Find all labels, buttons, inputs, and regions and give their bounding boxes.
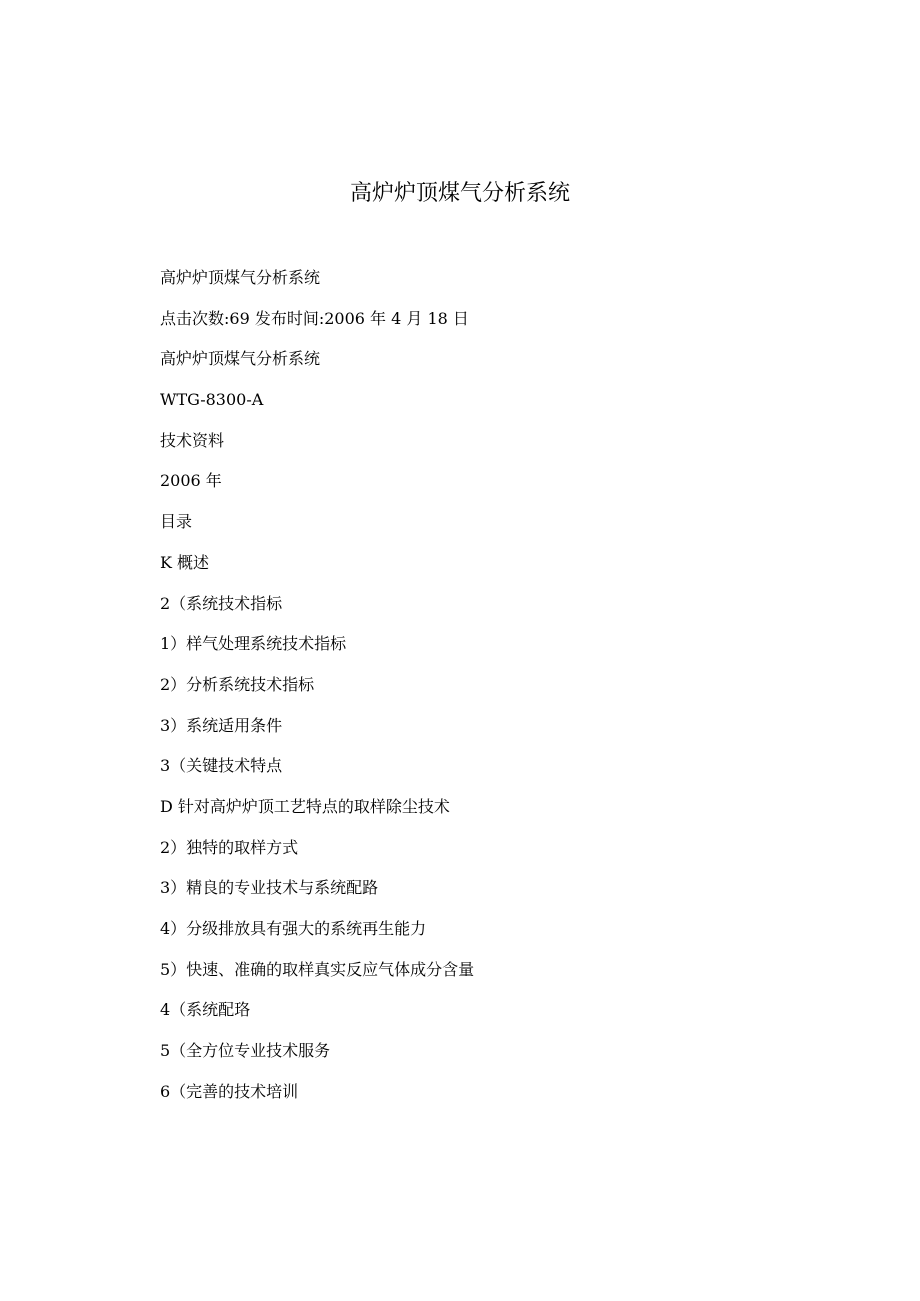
document-body xyxy=(160,262,860,1116)
toc-item: 2）独特的取样方式 xyxy=(160,837,299,857)
toc-item: 4）分级排放具有强大的系统再生能力 xyxy=(160,919,427,938)
toc-item: 3）精良的专业技术与系统配路 xyxy=(160,878,379,898)
toc-item: 1）样气处理系统技术指标 xyxy=(160,634,347,654)
toc-item: K 概述 xyxy=(160,552,210,572)
document-title: 高炉炉顶煤气分析系统 xyxy=(349,181,570,206)
text-line: 点击次数:69 发布时间:2006 年 4 月 18 日 xyxy=(160,308,469,328)
toc-item: 2（系统技术指标 xyxy=(160,593,283,613)
toc-item: 5（全方位专业技术服务 xyxy=(160,1041,331,1061)
text-line: 高炉炉顶煤气分析系统 xyxy=(160,268,321,287)
text-line: 2006 年 xyxy=(160,471,222,491)
toc-item: D 针对高炉炉顶工艺特点的取样除尘技术 xyxy=(160,796,450,816)
text-line: 技术资料 xyxy=(160,430,225,450)
toc-item: 6（完善的技术培训 xyxy=(160,1081,299,1101)
toc-item: 4（系统配珞 xyxy=(160,1000,251,1020)
toc-item: 3）系统适用条件 xyxy=(160,715,283,735)
toc-heading: 目录 xyxy=(160,512,193,532)
text-line: WTG-8300-A xyxy=(160,390,264,410)
toc-item: 2）分析系统技术指标 xyxy=(160,674,315,694)
toc-item: 5）快速、准确的取样真实反应气体成分含量 xyxy=(160,959,475,979)
toc-item: 3（关键技术特点 xyxy=(160,756,283,776)
text-line: 高炉炉顶煤气分析系统 xyxy=(160,349,321,369)
